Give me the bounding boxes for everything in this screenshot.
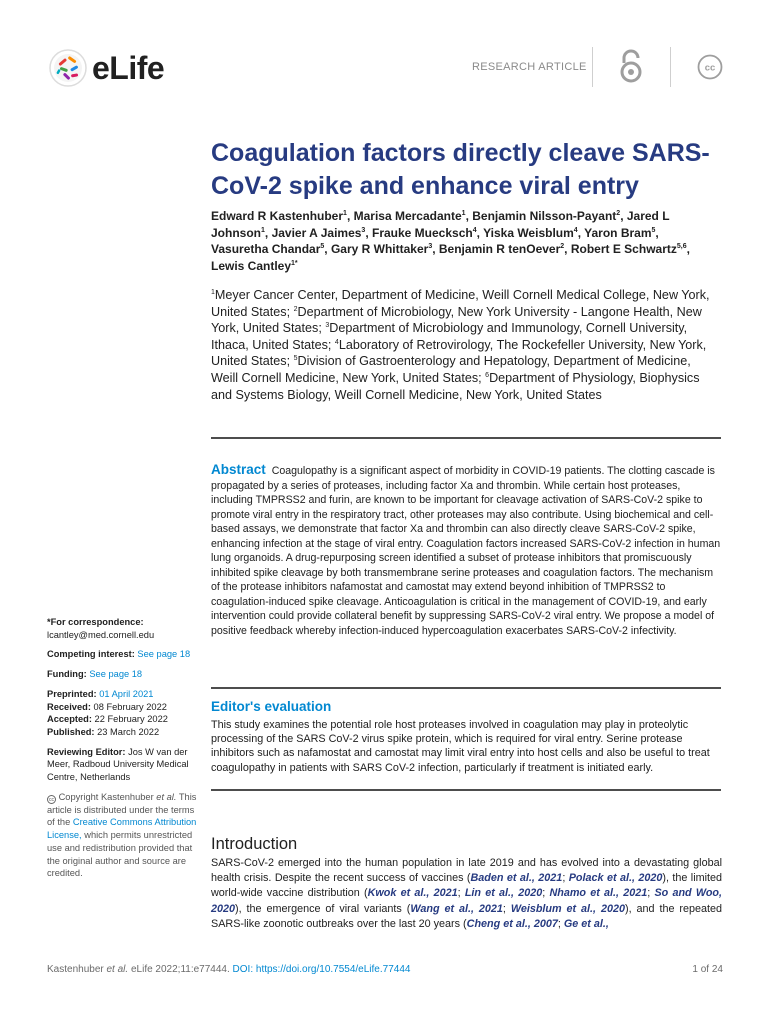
- author-separator: ,: [346, 209, 354, 223]
- correspondence-label: *For correspondence:: [47, 617, 144, 627]
- author-separator: ,: [465, 209, 473, 223]
- intro-text-run: ;: [457, 887, 465, 900]
- divider: [211, 687, 721, 689]
- citation-link[interactable]: Nhamo et al., 2021: [549, 887, 648, 900]
- editors-evaluation-text: This study examines the potential role host proteases involved in coagulation may play in proteolytic processing of the SARS CoV-2 virus spike protein, which is required for viral entry. Serine protease inhibitors such as nafamostat and camostat may limit viral entry into host cells and also be useful to treat coagulopathy in patients with SARS CoV-2 infection, particularly if treatment is initiated early.: [211, 719, 710, 774]
- citation-link[interactable]: So and Woo, 2020: [211, 887, 723, 915]
- author-affiliation-marker: 5,6: [676, 243, 687, 251]
- author-name: Gary R Whittaker: [330, 242, 429, 257]
- intro-text-run: ;: [542, 887, 550, 900]
- citation-link[interactable]: Cheng et al., 2007: [466, 917, 558, 930]
- affiliation-text: Department of Physiology, Biophysics and Systems Biology, Weill Cornell Medicine, New York, United States: [211, 370, 700, 402]
- author-name: Vasuretha Chandar: [211, 242, 321, 257]
- received-date: 08 February 2022: [93, 701, 167, 712]
- citation-link[interactable]: Kwok et al., 2021: [367, 887, 458, 900]
- elife-logo-icon: [48, 48, 88, 88]
- article-type-label: RESEARCH ARTICLE: [472, 61, 587, 73]
- funding-link[interactable]: See page 18: [89, 669, 143, 680]
- author-name: Yaron Bram: [584, 225, 652, 240]
- intro-text-run: ), the limited world-wide vaccine distribution (: [211, 872, 723, 900]
- abstract-heading: Abstract: [211, 462, 266, 477]
- author-name: Edward R Kastenhuber: [211, 209, 344, 223]
- author-list: [211, 208, 711, 274]
- footer-author: Kastenhuber: [47, 964, 104, 975]
- affiliation-text: Division of Gastroenterology and Hepatology, Department of Medicine, Weill Cornell Medicine, New York, United States;: [211, 354, 691, 385]
- copyright-etal: et al.: [156, 791, 177, 802]
- footer-doi-link[interactable]: DOI: https://doi.org/10.7554/eLife.77444: [232, 964, 411, 975]
- funding-label: Funding:: [47, 669, 87, 680]
- author-affiliation-marker: 3: [361, 226, 366, 234]
- reviewing-editor-block: [47, 746, 197, 784]
- intro-text-run: ), and the repeated SARS-like zoonotic outbreaks over the last 20 years (: [211, 902, 722, 930]
- competing-interest-label: Competing interest:: [47, 649, 135, 660]
- published-label: Published:: [47, 726, 95, 737]
- author-separator: ,: [365, 225, 372, 240]
- citation-link[interactable]: Lin et al., 2020: [464, 887, 543, 900]
- author-separator: ,: [620, 209, 627, 223]
- footer-page-number: 1 of 24: [692, 964, 723, 975]
- author-separator: ,: [264, 225, 272, 240]
- author-affiliation-marker: 4: [472, 226, 477, 234]
- author-separator: ,: [686, 242, 690, 257]
- intro-text-run: SARS-CoV-2 emerged into the human population in late 2019 and has evolved into a devastating global health crisis. Despite the recent success of vaccines (: [211, 857, 722, 885]
- correspondence-block: [47, 616, 197, 641]
- affiliation-number: 3: [325, 322, 330, 329]
- abstract-text: Coagulopathy is a significant aspect of morbidity in COVID-19 patients. The clotting cascade is propagated by a series of proteases, including factor Xa and thrombin. While certain host proteases, including TMPRSS2 and furin, are known to be important for cleavage activation of SARS-CoV-2 spike to promote viral entry in the respiratory tract, other proteases may also contribute. Using biochemical and cell-based assays, we demonstrate that factor Xa and thrombin can also directly cleave SARS-CoV-2 spike, enhancing infection at the stage of viral entry. Coagulation factors increased SARS-CoV-2 infection in human lung organoids. A drug-repurposing screen identified a subset of protease inhibitors that promiscuously inhibited spike cleavage by both transmembrane serine proteases and coagulation factors. The mechanism of the protease inhibitors nafamostat and camostat may extend beyond inhibition of TMPRSS2 to coagulation-induced spike cleavage. Anticoagulation is critical in the management of COVID-19, and early intervention could provide collateral benefit by suppressing SARS-CoV-2 viral entry. We propose a model of positive feedback whereby infection-induced hypercoagulation exacerbates SARS-CoV-2 infectivity.: [211, 465, 721, 637]
- citation-link[interactable]: Baden et al., 2021: [470, 872, 563, 885]
- preprinted-date-link[interactable]: 01 April 2021: [99, 688, 154, 699]
- intro-text-run: ;: [502, 902, 511, 915]
- elife-logo-text: eLife: [92, 49, 165, 86]
- citation-link[interactable]: Polack et al., 2020: [568, 872, 663, 885]
- competing-interest-link[interactable]: See page 18: [137, 649, 191, 660]
- citation-link[interactable]: Wang et al., 2021: [410, 902, 503, 915]
- author-affiliation-marker: 2: [616, 210, 621, 217]
- cc-icon-text: cc: [704, 62, 716, 74]
- preprinted-label: Preprinted:: [47, 688, 97, 699]
- copyright-text: Copyright Kastenhuber: [58, 791, 154, 802]
- intro-text-run: ), the emergence of viral variants (: [235, 902, 411, 915]
- author-name: Benjamin Nilsson-Payant: [472, 209, 617, 223]
- divider: [211, 437, 721, 439]
- correspondence-email-link[interactable]: lcantley@med.cornell.edu: [47, 629, 155, 640]
- author-affiliation-marker: 1: [461, 210, 466, 217]
- funding-block: [47, 668, 197, 681]
- author-separator: ,: [476, 225, 484, 240]
- affiliation-number: 1: [211, 288, 215, 296]
- author-separator: ,: [577, 225, 585, 240]
- author-separator: ,: [324, 242, 331, 257]
- author-name: Yiska Weisblum: [483, 225, 574, 240]
- author-name: Marisa Mercadante: [353, 209, 462, 223]
- affiliation-text: Laboratory of Retrovirology, The Rockefeller University, New York, United States;: [211, 337, 707, 369]
- author-affiliation-marker: 1: [261, 226, 265, 234]
- open-access-lock-icon: [618, 49, 644, 83]
- introduction-heading: Introduction: [211, 835, 298, 853]
- article-info-sidebar: [47, 616, 197, 887]
- author-name: Jared L Johnson: [211, 209, 670, 240]
- citation-link[interactable]: Ge et al.,: [563, 917, 609, 930]
- copyright-block: [47, 791, 197, 880]
- accepted-label: Accepted:: [47, 714, 92, 725]
- reviewing-editor-text: Jos W van der Meer, Radboud University Medical Centre, Netherlands: [47, 746, 189, 783]
- author-affiliation-marker: 4: [573, 226, 578, 234]
- author-name: Frauke Muecksch: [372, 225, 473, 240]
- affiliation-text: Department of Microbiology, New York University - Langone Health, New York, United States;: [211, 304, 702, 336]
- abstract: [211, 463, 722, 638]
- accepted-date: 22 February 2022: [94, 714, 168, 725]
- header-divider: [670, 47, 671, 87]
- author-affiliation-marker: 1: [343, 210, 347, 217]
- author-affiliation-marker: 2: [560, 243, 565, 251]
- intro-text-run: ;: [557, 917, 564, 930]
- footer-citation: [47, 964, 410, 975]
- affiliation-number: 2: [293, 305, 298, 313]
- dates-block: [47, 688, 197, 739]
- introduction-text: [211, 856, 722, 932]
- license-link[interactable]: Creative Commons Attribution License,: [47, 817, 197, 841]
- reviewing-editor-label: Reviewing Editor:: [47, 746, 126, 757]
- affiliation-text: Meyer Cancer Center, Department of Medicine, Weill Cornell Medical College, New York, United States;: [211, 288, 710, 319]
- creative-commons-icon[interactable]: [697, 54, 723, 80]
- footer-journal: eLife 2022;11:e77444.: [130, 964, 230, 975]
- author-affiliation-marker: 1*: [291, 259, 298, 267]
- author-name: Robert E Schwartz: [570, 242, 677, 257]
- editors-evaluation-heading: Editor's evaluation: [211, 699, 332, 714]
- affiliation-list: [211, 287, 719, 403]
- received-label: Received:: [47, 701, 91, 712]
- affiliation-number: 4: [334, 338, 339, 346]
- author-affiliation-marker: 3: [428, 243, 433, 251]
- published-date: 23 March 2022: [97, 726, 160, 737]
- author-affiliation-marker: 5: [320, 243, 325, 251]
- intro-text-run: ;: [562, 872, 569, 885]
- footer-etal: et al.: [106, 964, 129, 975]
- author-separator: ,: [432, 242, 439, 257]
- affiliation-number: 6: [485, 371, 490, 379]
- affiliation-text: Department of Microbiology and Immunology, Cornell University, Ithaca, United States;: [211, 321, 688, 352]
- copyright-cc-icon: cc: [49, 796, 54, 803]
- author-affiliation-marker: 5: [651, 226, 656, 234]
- author-separator: ,: [564, 242, 571, 257]
- author-name: Javier A Jaimes: [271, 225, 362, 240]
- author-name: Lewis Cantley: [211, 258, 292, 273]
- divider: [211, 789, 721, 791]
- license-text: which permits unrestricted use and redistribution provided that the original author and source are credited.: [47, 830, 193, 879]
- copyright-text-2: This article is distributed under the terms of the: [47, 791, 197, 828]
- header-divider: [592, 47, 593, 87]
- author-name: Benjamin R tenOever: [438, 242, 561, 257]
- citation-link[interactable]: Weisblum et al., 2020: [510, 902, 625, 915]
- intro-text-run: ;: [647, 887, 655, 900]
- elife-logo[interactable]: [48, 44, 178, 92]
- article-title: Coagulation factors directly cleave SARS-CoV-2 spike and enhance viral entry: [211, 139, 710, 200]
- competing-interest-block: [47, 648, 197, 661]
- affiliation-number: 5: [293, 355, 298, 363]
- author-separator: ,: [655, 225, 659, 240]
